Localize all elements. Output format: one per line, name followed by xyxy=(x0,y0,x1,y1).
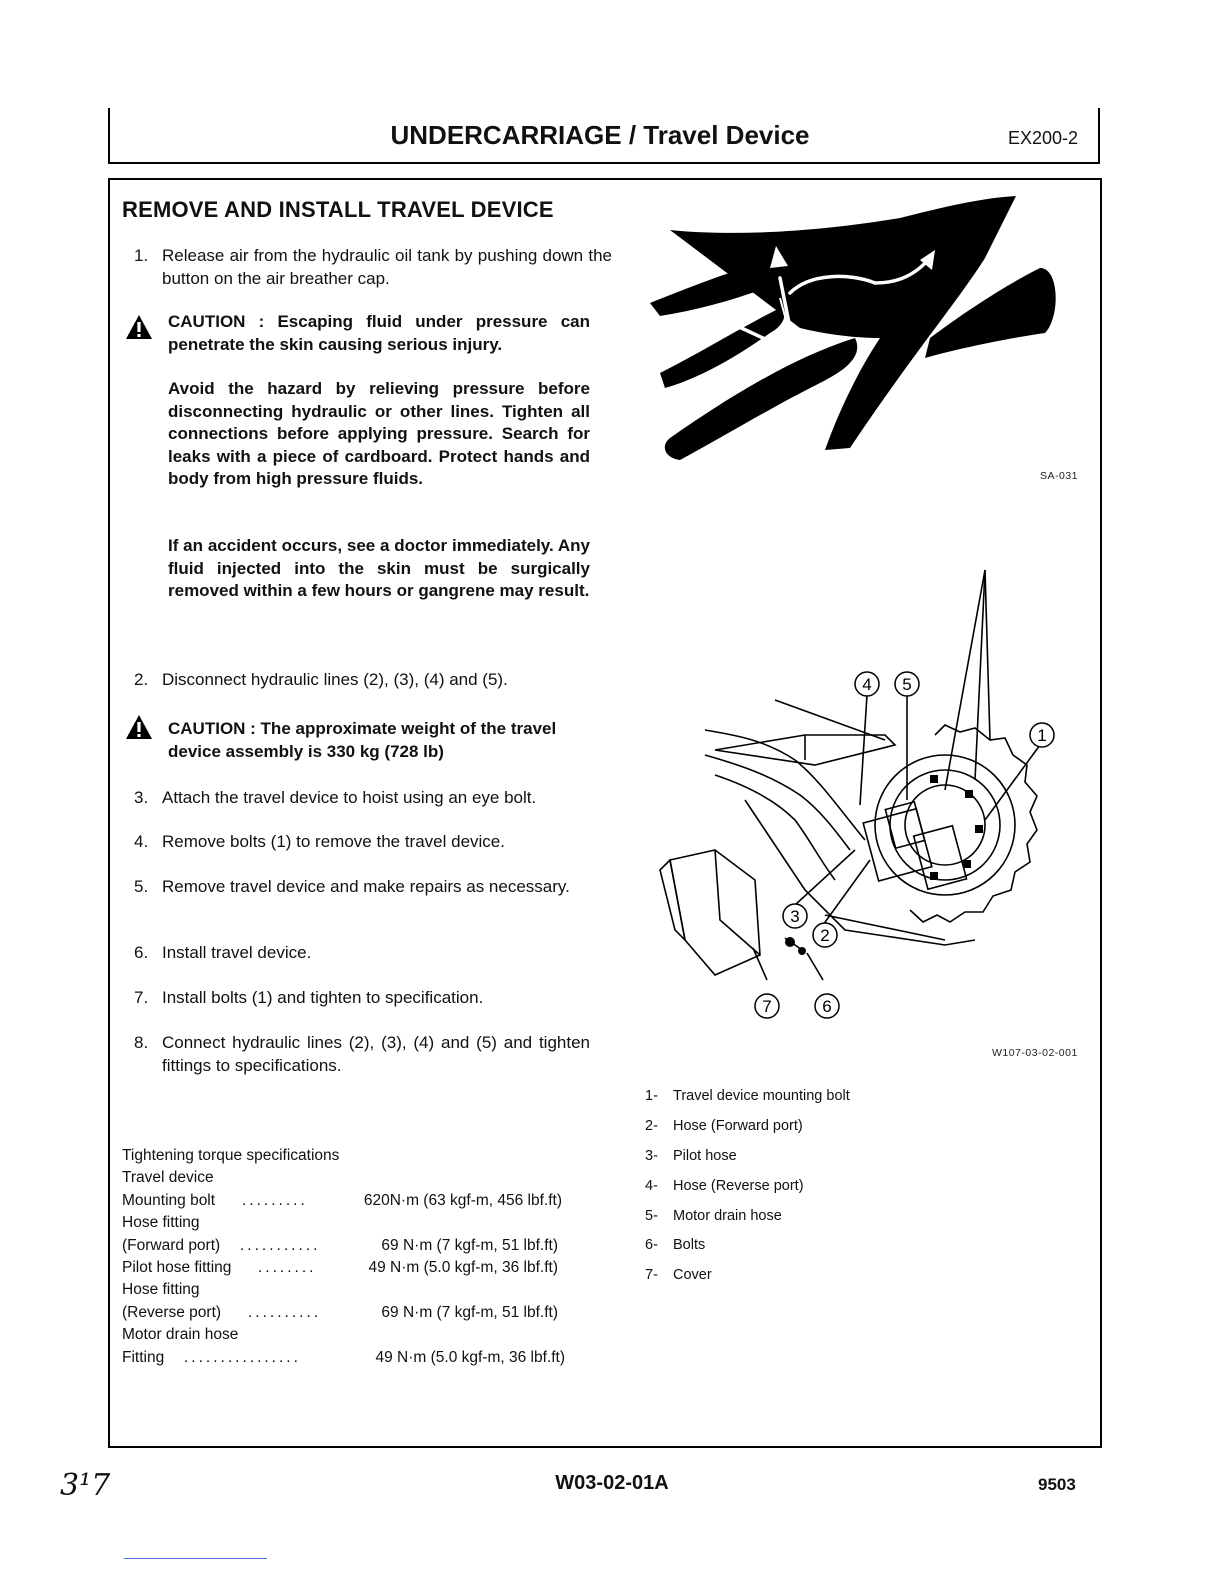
svg-text:3: 3 xyxy=(790,907,800,926)
page-title: UNDERCARRIAGE / Travel Device xyxy=(390,120,810,150)
step-1 xyxy=(134,244,612,290)
step-text: Connect hydraulic lines (2), (3), (4) and (5) and tighten fittings to specifications. xyxy=(162,1033,590,1075)
figure-code: SA-031 xyxy=(1040,470,1079,482)
revision-date: 9503 xyxy=(1038,1475,1076,1494)
legend-item: 6- Bolts xyxy=(645,1237,706,1253)
svg-text:1: 1 xyxy=(1037,726,1047,745)
leader-dots: ................ xyxy=(184,1349,301,1366)
callout-4 xyxy=(855,672,879,696)
torque-row xyxy=(122,1190,562,1212)
step-4 xyxy=(134,830,612,853)
torque-label: Fitting xyxy=(122,1349,165,1366)
step-8 xyxy=(134,1031,590,1077)
torque-row xyxy=(122,1279,582,1301)
step-6 xyxy=(134,941,612,964)
svg-text:2: 2 xyxy=(820,926,830,945)
legend-item: 7- Cover xyxy=(645,1267,712,1283)
torque-label: Mounting bolt xyxy=(122,1192,216,1209)
svg-text:4: 4 xyxy=(862,675,872,694)
step-text: Install travel device. xyxy=(162,943,312,962)
torque-row xyxy=(122,1235,558,1257)
step-number: 8. xyxy=(134,1033,149,1052)
caution-paragraph-1: Avoid the hazard by relieving pressure before disconnecting hydraulic or other lines. Tighten all connections before applying pressure. Search for leaks with a piece of cardboard. Protect hands and body from high pressure fluids. xyxy=(168,379,590,488)
callout-6 xyxy=(815,994,839,1018)
warning-icon xyxy=(125,714,153,740)
torque-title: Tightening torque specifications xyxy=(122,1147,340,1164)
step-number: 6. xyxy=(134,943,149,962)
step-number: 2. xyxy=(134,670,149,689)
legend-item: 5- Motor drain hose xyxy=(645,1208,782,1224)
callout-3 xyxy=(783,904,807,928)
hand-hazard-illustration xyxy=(640,188,1070,468)
step-number: 3. xyxy=(134,788,149,807)
step-text: Remove bolts (1) to remove the travel device. xyxy=(162,832,505,851)
torque-row xyxy=(122,1302,558,1324)
leader-dots: ........... xyxy=(240,1237,321,1254)
svg-text:5: 5 xyxy=(902,675,912,694)
torque-value: 69 N·m (7 kgf-m, 51 lbf.ft) xyxy=(381,1237,558,1254)
callout-7 xyxy=(755,994,779,1018)
travel-device-diagram xyxy=(645,560,1075,1030)
caution-weight: CAUTION : The approximate weight of the travel device assembly is 330 kg (728 lb) xyxy=(168,719,557,761)
step-text: Attach the travel device to hoist using an eye bolt. xyxy=(162,788,537,807)
torque-group: Travel device xyxy=(122,1169,214,1186)
callout-5 xyxy=(895,672,919,696)
legend-item: 1- Travel device mounting bolt xyxy=(645,1088,850,1104)
step-number: 5. xyxy=(134,877,149,896)
torque-label: Pilot hose fitting xyxy=(122,1259,232,1276)
torque-value: 49 N·m (5.0 kgf-m, 36 lbf.ft) xyxy=(368,1259,558,1276)
torque-value: 620N·m (63 kgf-m, 456 lbf.ft) xyxy=(363,1192,562,1209)
legend-item: 2- Hose (Forward port) xyxy=(645,1118,803,1134)
header-bottom-rule xyxy=(108,162,1100,164)
torque-row xyxy=(122,1257,558,1279)
footer-underline xyxy=(124,1558,267,1559)
torque-row xyxy=(122,1212,582,1234)
torque-label: (Forward port) xyxy=(122,1237,221,1254)
step-text: Release air from the hydraulic oil tank by pushing down the button on the air breather cap. xyxy=(162,246,612,288)
step-number: 1. xyxy=(134,246,149,265)
step-number: 4. xyxy=(134,832,149,851)
model-number: EX200-2 xyxy=(1008,128,1079,148)
torque-row xyxy=(122,1347,565,1369)
section-title: REMOVE AND INSTALL TRAVEL DEVICE xyxy=(122,197,554,222)
torque-label: Hose fitting xyxy=(122,1214,200,1231)
leader-dots: ......... xyxy=(242,1192,308,1209)
step-number: 7. xyxy=(134,988,149,1007)
document-code: W03-02-01A xyxy=(555,1472,669,1494)
handwritten-page-mark: 3¹7 xyxy=(60,1468,111,1503)
caution-paragraph-2: If an accident occurs, see a doctor immediately. Any fluid injected into the skin must be surgically removed within a few hours or gangrene may result. xyxy=(168,536,590,600)
torque-row xyxy=(122,1324,582,1346)
torque-label: Motor drain hose xyxy=(122,1326,239,1343)
torque-label: Hose fitting xyxy=(122,1281,200,1298)
svg-text:7: 7 xyxy=(762,997,772,1016)
step-7 xyxy=(134,986,612,1009)
leader-dots: ........ xyxy=(258,1259,317,1276)
step-3 xyxy=(134,786,612,809)
caution-heading: CAUTION : Escaping fluid under pressure can penetrate the skin causing serious injury. xyxy=(168,312,590,354)
warning-icon xyxy=(125,314,153,340)
figure-code: W107-03-02-001 xyxy=(992,1047,1078,1059)
leader-dots: .......... xyxy=(248,1304,322,1321)
step-5 xyxy=(134,875,612,898)
callout-2 xyxy=(813,923,837,947)
torque-value: 49 N·m (5.0 kgf-m, 36 lbf.ft) xyxy=(375,1349,565,1366)
header-left-rule xyxy=(108,108,110,164)
step-text: Remove travel device and make repairs as necessary. xyxy=(162,877,570,896)
header-right-rule xyxy=(1098,108,1100,164)
torque-value: 69 N·m (7 kgf-m, 51 lbf.ft) xyxy=(381,1304,558,1321)
torque-label: (Reverse port) xyxy=(122,1304,222,1321)
step-text: Disconnect hydraulic lines (2), (3), (4) and (5). xyxy=(162,670,508,689)
legend-item: 4- Hose (Reverse port) xyxy=(645,1178,804,1194)
svg-text:6: 6 xyxy=(822,997,832,1016)
callout-1 xyxy=(1030,723,1054,747)
step-2 xyxy=(134,668,612,691)
legend-item: 3- Pilot hose xyxy=(645,1148,737,1164)
step-text: Install bolts (1) and tighten to specification. xyxy=(162,988,484,1007)
